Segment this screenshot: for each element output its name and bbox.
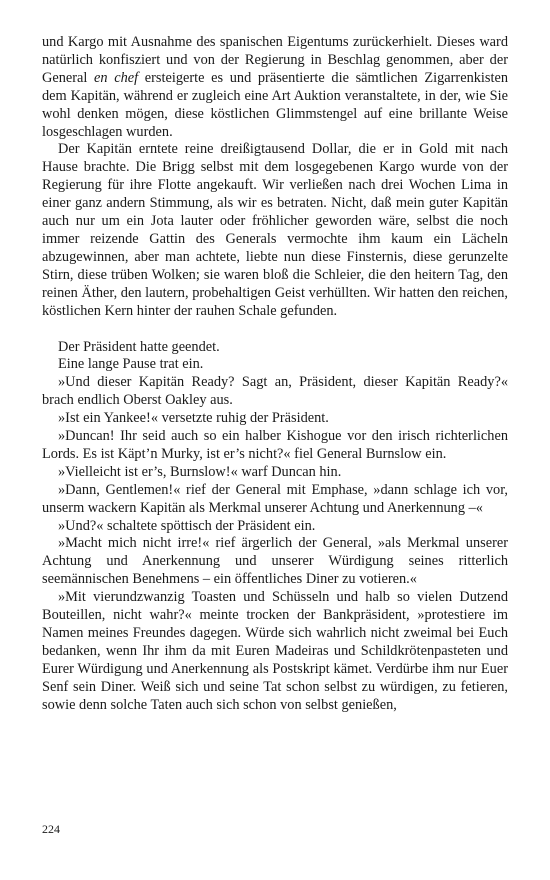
paragraph-text: Der Kapitän erntete reine dreißigtausend Dollar, die er in Gold mit nach Hause brachte. Die Brigg selbst mit dem losgegebenen Kargo wurde von der Regierung für ihre Flotte angekauft. Wir verließen nach drei Wochen Lima in einer ganz andern Stimmung, als wir es betraten. Nicht, daß mein guter Kapitän auch nur um ein Jota lauter oder fröhlicher geworden wäre, selbst die noch immer reizende Gattin des Generals vermochte ihm kaum ein Lächeln abzugewinnen, aber man achtete, liebte nun diese Finsternis, diese gerunzelte Stirn, diese trüben Wolken; sie waren bloß die Schleier, die den heitern Tag, den reinen Äther, den lautern, probehaltigen Geist verhüllten. Wir hatten den reichen, köstlichen Kern hinter der rauhen Schale gefunden. xyxy=(42,141,508,319)
paragraph: »Und dieser Kapitän Ready? Sagt an, Präsident, dieser Kapitän Ready?« brach endlich Oberst Oakley aus. xyxy=(42,374,508,409)
paragraph xyxy=(42,34,508,141)
paragraph: Eine lange Pause trat ein. xyxy=(58,356,204,373)
paragraph: Der Präsident hatte geendet. xyxy=(58,338,220,355)
paragraph-text: und Kargo mit Ausnahme des spanischen Eigentums zurückerhielt. Dieses ward natürlich konfisziert und von der Regierung in Beschlag genommen, aber der General xyxy=(42,34,508,86)
paragraph-text: ersteigerte es und präsentierte die sämtlichen Zigarrenkisten dem Kapitän, während er zugleich eine Art Auktion veranstaltete, in der, wie Sie wohl denken mögen, diese köstlichen Glimmstengel auf eine brillante Weise losgeschlagen wurden. xyxy=(42,69,509,140)
paragraph: »Macht mich nicht irre!« rief ärgerlich der General, »als Merkmal unserer Achtung und Anerkennung und unserer Würdigung seines ritterlich seemännischen Benehmens – ein öffentliches Diner zu votieren.« xyxy=(42,535,508,588)
italic-phrase: en chef xyxy=(94,69,139,86)
paragraph: »Ist ein Yankee!« versetzte ruhig der Präsident. xyxy=(58,410,329,427)
page-number: 224 xyxy=(42,822,60,836)
paragraph: »Vielleicht ist er’s, Burnslow!« warf Duncan hin. xyxy=(58,463,342,480)
section-break xyxy=(42,321,508,339)
paragraph xyxy=(42,141,508,320)
paragraph: »Mit vierundzwanzig Toasten und Schüsseln und halb so vielen Dutzend Bouteillen, nicht wahr?« meinte trocken der Bankpräsident, »protestiere im Namen meines Freundes dagegen. Würde sich wahrlich nicht zweimal bei Euch bedanken, wenn Ihr ihm da mit Euren Madeiras und Schildkrötenpasteten und Eurer Würdigung und Anerkennung als Postskript kämet. Verdürbe ihm nur Euer Senf sein Diner. Weiß sich und seine Tat schon selbst zu würdigen, zu fetieren, sowie denn solche Taten auch sich schon von selbst genießen, xyxy=(42,589,508,713)
book-page xyxy=(42,34,508,715)
paragraph: »Und?« schaltete spöttisch der Präsident ein. xyxy=(58,517,316,534)
paragraph: »Duncan! Ihr seid auch so ein halber Kishogue vor den irisch richterlichen Lords. Es ist Käpt’n Murky, ist er’s nicht?« fiel General Burnslow ein. xyxy=(42,428,508,462)
paragraph: »Dann, Gentlemen!« rief der General mit Emphase, »dann schlage ich vor, unserm wackern Kapitän als Merkmal unserer Achtung und Anerkennung –« xyxy=(42,481,508,516)
